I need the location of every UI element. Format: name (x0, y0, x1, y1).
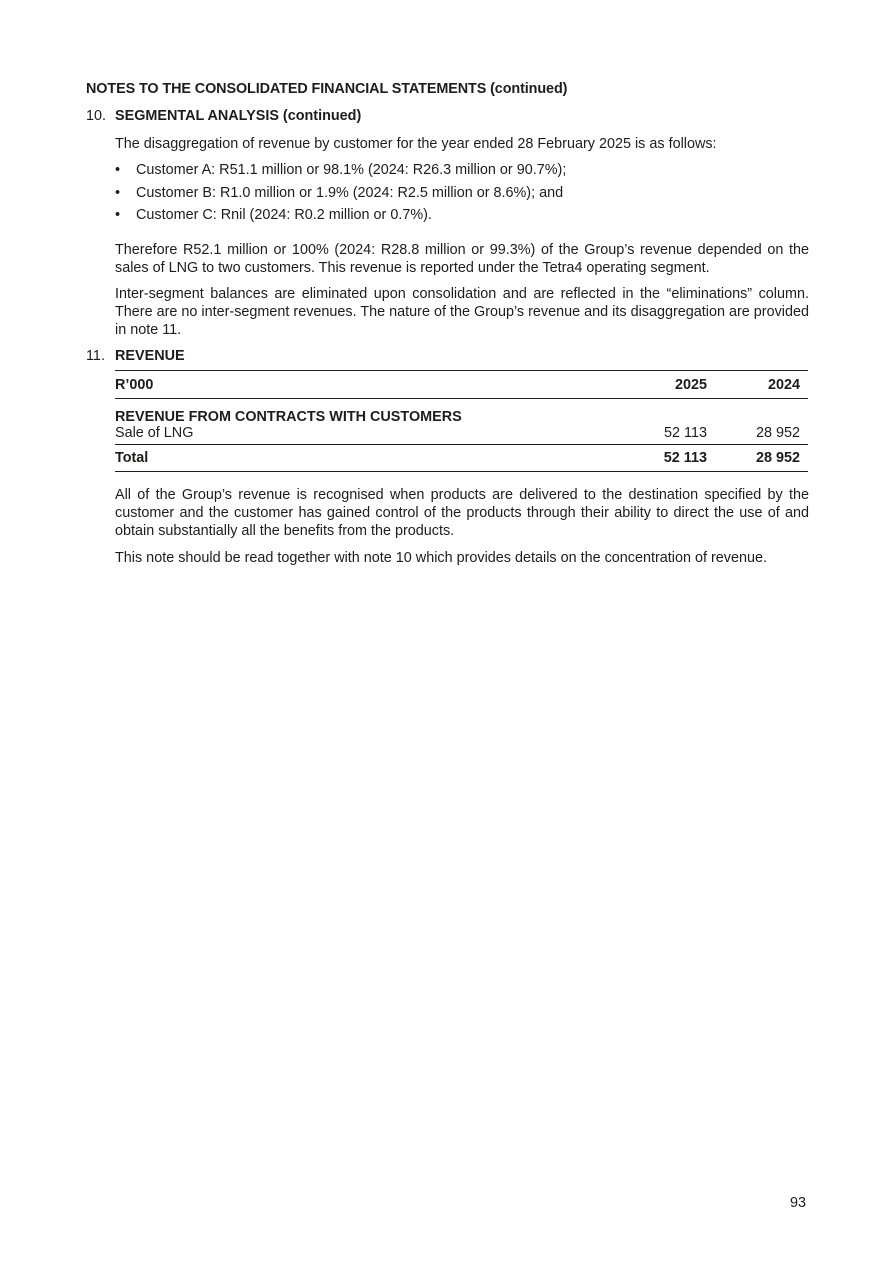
table-header-label: R’000 (115, 376, 154, 393)
section-11-paragraph-2: This note should be read together with note 10 which provides details on the concentration of revenue. (115, 550, 767, 566)
table-total-row (115, 445, 808, 472)
table-total-label: Total (115, 450, 149, 466)
table-total-2025: 52 113 (663, 450, 707, 466)
customer-bullet-list (115, 161, 809, 229)
bullet-icon: • (115, 162, 121, 178)
table-header-2025: 2025 (674, 376, 707, 393)
table-total-2024: 28 952 (755, 450, 800, 466)
table-cell-label: Sale of LNG (115, 424, 194, 441)
section-10-number: 10. (86, 108, 107, 124)
section-11-para-1-block (115, 486, 809, 540)
page-heading: NOTES TO THE CONSOLIDATED FINANCIAL STATEMENTS (continued) (86, 81, 568, 97)
section-10-intro-block (115, 135, 809, 153)
revenue-table (115, 370, 808, 472)
list-item (115, 161, 809, 184)
section-10-paragraph-2: Inter-segment balances are eliminated upon consolidation and are reflected in the “eliminations” column. There are no inter-segment revenues. The nature of the Group’s revenue and its disaggregation are provided in note 11. (115, 286, 809, 338)
section-10-heading (86, 108, 361, 124)
section-10-title: SEGMENTAL ANALYSIS (continued) (115, 108, 362, 124)
section-10-para-1-block (115, 241, 809, 277)
table-header-2024: 2024 (767, 376, 800, 393)
bullet-icon: • (115, 207, 121, 223)
table-cell-2025: 52 113 (664, 424, 707, 441)
section-10-para-2-block (115, 285, 809, 339)
list-item (115, 184, 809, 207)
list-item (115, 206, 809, 229)
section-10-paragraph-1: Therefore R52.1 million or 100% (2024: R28.8 million or 99.3%) of the Group’s revenue depended on the sales of LNG to two customers. This revenue is reported under the Tetra4 operating segment. (115, 242, 809, 276)
section-11-paragraph-1: All of the Group’s revenue is recognised when products are delivered to the destination specified by the customer and the customer has gained control of the products through their ability to direct the use of and obtain substantially all the benefits from the products. (115, 487, 809, 539)
bullet-text: Customer A: R51.1 million or 98.1% (2024: R26.3 million or 90.7%); (136, 162, 567, 178)
section-11-para-2-block (115, 549, 809, 567)
table-group-heading-row (115, 399, 808, 425)
section-11-heading (86, 348, 185, 364)
bullet-text: Customer B: R1.0 million or 1.9% (2024: R2.5 million or 8.6%); and (136, 184, 564, 201)
section-11-number: 11. (86, 348, 105, 364)
section-11-title: REVENUE (115, 348, 185, 364)
section-10-intro: The disaggregation of revenue by customer for the year ended 28 February 2025 is as follows: (115, 136, 717, 152)
bullet-icon: • (115, 184, 121, 201)
table-group-heading: REVENUE FROM CONTRACTS WITH CUSTOMERS (115, 408, 462, 425)
table-cell-2024: 28 952 (755, 424, 800, 441)
table-row (115, 425, 808, 445)
bullet-text: Customer C: Rnil (2024: R0.2 million or 0.7%). (136, 207, 432, 223)
table-header-row (115, 371, 808, 399)
page-number: 93 (790, 1195, 807, 1211)
